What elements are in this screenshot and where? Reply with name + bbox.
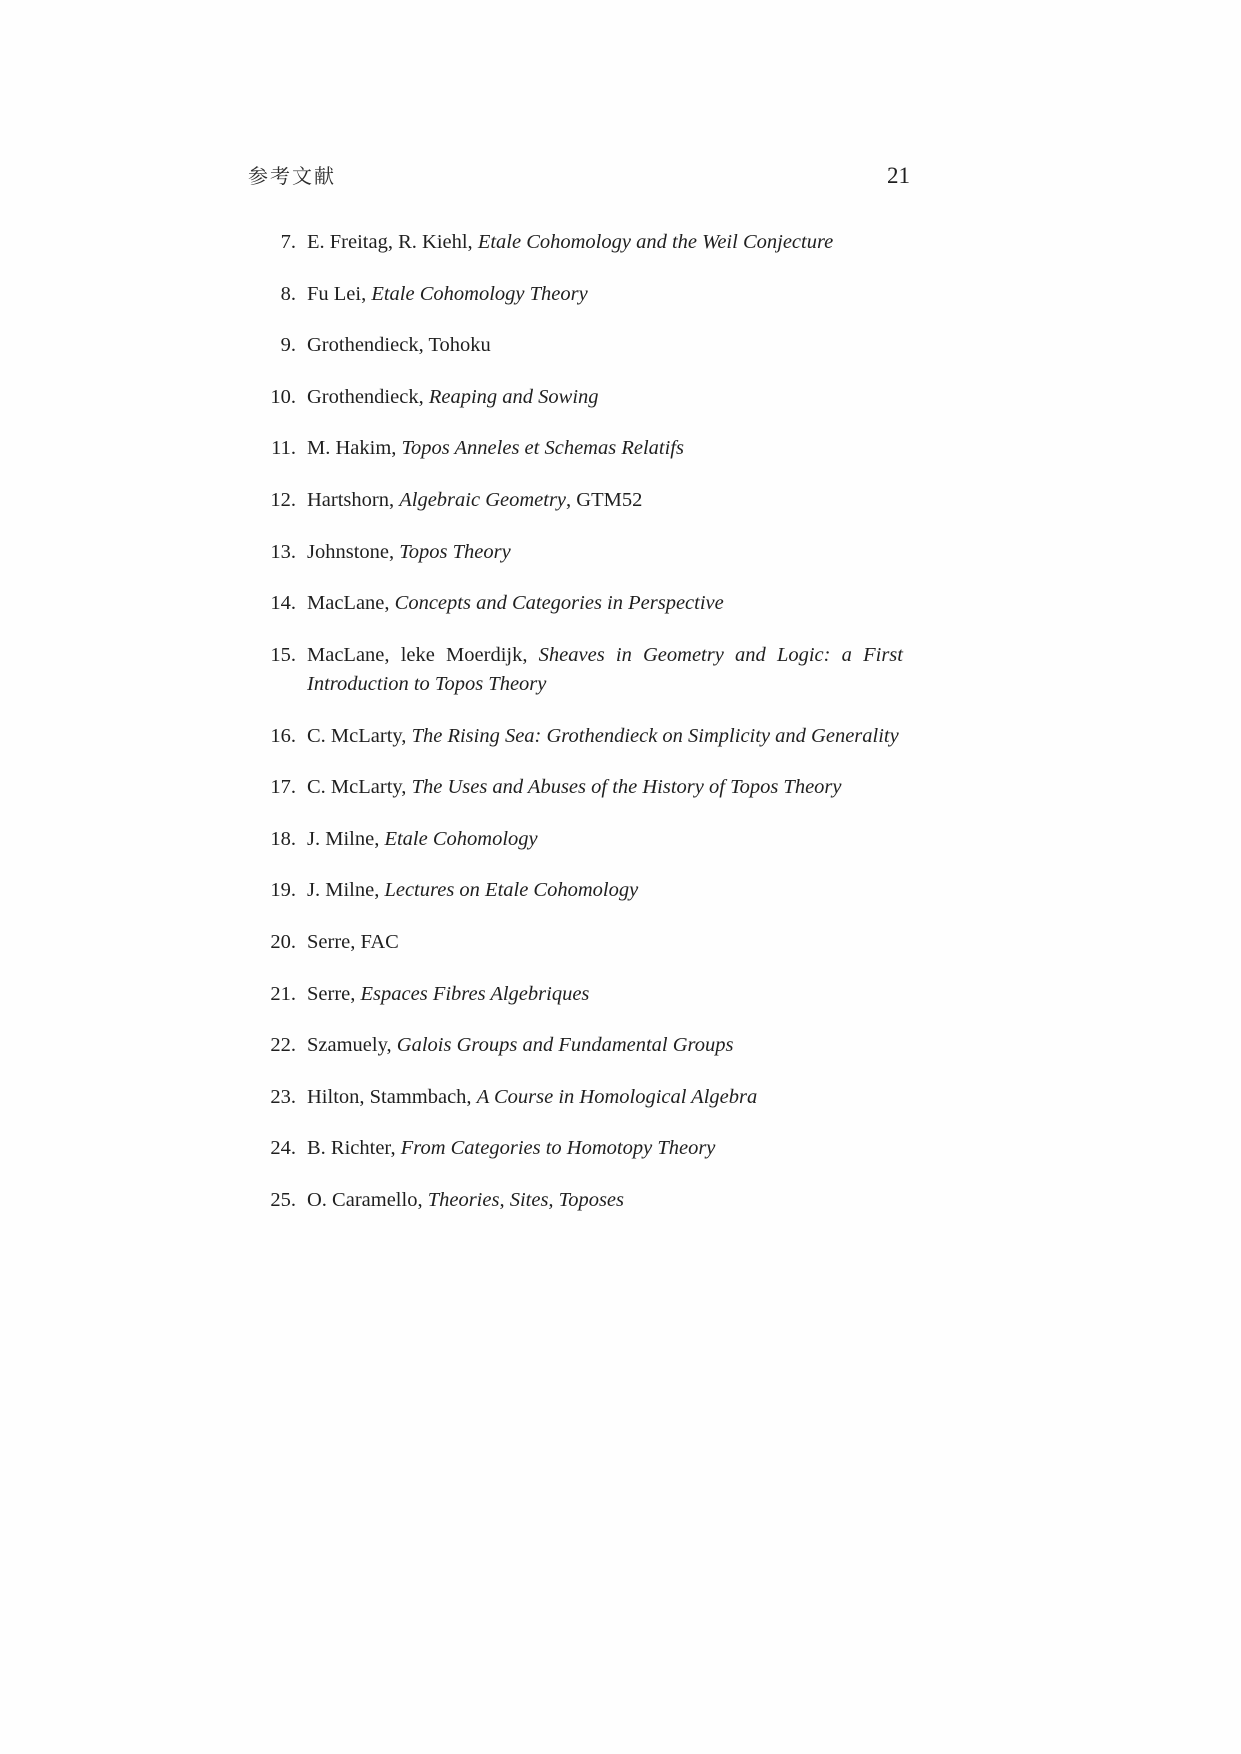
bibliography-entry-number: 20. — [270, 931, 296, 954]
bibliography-entry-text — [307, 825, 903, 854]
bibliography-entry — [258, 486, 903, 515]
bibliography-entry-suffix: , GTM52 — [566, 489, 643, 512]
bibliography-entry-author: Serre, — [307, 982, 361, 1005]
bibliography-entry-text — [307, 1134, 903, 1163]
bibliography-entry — [258, 1083, 903, 1112]
bibliography-entry-number: 15. — [270, 643, 296, 666]
bibliography-entry-title: Theories, Sites, Toposes — [427, 1189, 624, 1212]
bibliography-entry-title: Lectures on Etale Cohomology — [384, 879, 639, 902]
bibliography-entry — [258, 641, 903, 699]
bibliography-entry-author: B. Richter, — [307, 1137, 401, 1160]
bibliography-entry-title: Etale Cohomology and the Weil Conjecture — [477, 231, 834, 253]
bibliography-entry-number: 21. — [270, 982, 296, 1005]
bibliography-entry-text — [307, 589, 903, 618]
bibliography-entry-author: Johnstone, — [307, 540, 400, 563]
bibliography-entry-author: Hartshorn, — [307, 489, 400, 512]
bibliography-entry-number: 13. — [270, 540, 296, 563]
bibliography-entry-author: Serre, FAC — [307, 931, 399, 954]
bibliography-entry — [258, 228, 903, 257]
bibliography-entry — [258, 1134, 903, 1163]
bibliography-entry-number: 7. — [280, 231, 296, 253]
running-head — [248, 160, 910, 194]
bibliography-entry-text — [307, 383, 903, 412]
bibliography-entry-number: 16. — [270, 724, 296, 747]
bibliography-entry-title: From Categories to Homotopy Theory — [400, 1137, 716, 1160]
bibliography-entry-author: M. Hakim, — [307, 437, 402, 460]
bibliography-entry-number: 24. — [270, 1137, 296, 1160]
bibliography-entry-text — [307, 280, 903, 309]
bibliography-entry-author: C. McLarty, — [307, 776, 412, 799]
bibliography-entry — [258, 434, 903, 463]
bibliography-entry-text — [307, 980, 903, 1009]
bibliography-entry-author: Grothendieck, Tohoku — [307, 334, 491, 357]
bibliography-entry-text — [307, 538, 903, 567]
bibliography-entry-text — [307, 486, 903, 515]
bibliography-entry-text — [307, 876, 903, 905]
bibliography-entry-title: The Uses and Abuses of the History of Topos Theory — [411, 776, 842, 799]
bibliography-entry — [258, 331, 903, 360]
bibliography-entry-author: J. Milne, — [307, 827, 385, 850]
bibliography-entry-author: MacLane, — [307, 592, 395, 615]
bibliography-entry-title: Algebraic Geometry — [399, 489, 567, 512]
bibliography-entry — [258, 1031, 903, 1060]
bibliography-entry — [258, 980, 903, 1009]
bibliography-entry-number: 9. — [280, 334, 296, 357]
bibliography-entry-text — [307, 1031, 903, 1060]
bibliography-entry-number: 25. — [270, 1189, 296, 1212]
bibliography-entry-title: Etale Cohomology Theory — [371, 282, 588, 305]
bibliography-entry-author: O. Caramello, — [307, 1189, 428, 1212]
bibliography-entry-title: Sheaves in Geometry and Logic: a First Introduction to Topos Theory — [307, 643, 903, 695]
bibliography-entry-title: A Course in Homological Algebra — [476, 1085, 758, 1108]
bibliography-entry-number: 12. — [270, 489, 296, 512]
bibliography-entry — [258, 722, 903, 751]
bibliography-entry-title: Topos Theory — [399, 540, 511, 563]
bibliography-entry-number: 10. — [270, 385, 296, 408]
bibliography-entry-author: C. McLarty, — [307, 724, 412, 747]
bibliography-entry-title: Concepts and Categories in Perspective — [394, 592, 724, 615]
bibliography-entry-number: 23. — [270, 1085, 296, 1108]
bibliography-entry — [258, 589, 903, 618]
bibliography-entry-title: The Rising Sea: Grothendieck on Simplicity and Generality — [411, 724, 899, 747]
bibliography-entry-author: J. Milne, — [307, 879, 385, 902]
bibliography-entry-title: Etale Cohomology — [384, 827, 538, 850]
bibliography-entry — [258, 876, 903, 905]
bibliography-entry — [258, 280, 903, 309]
bibliography-entry-text — [307, 641, 903, 699]
bibliography-entry — [258, 1186, 903, 1215]
bibliography-entry — [258, 538, 903, 567]
bibliography-entry-text — [307, 722, 903, 751]
bibliography-list — [258, 228, 903, 1238]
bibliography-entry — [258, 825, 903, 854]
bibliography-entry-text — [307, 331, 903, 360]
bibliography-entry-author: Hilton, Stammbach, — [307, 1085, 477, 1108]
bibliography-entry-number: 17. — [270, 776, 296, 799]
bibliography-entry-text — [307, 1083, 903, 1112]
bibliography-entry-title: Reaping and Sowing — [428, 385, 599, 408]
bibliography-entry-number: 19. — [270, 879, 296, 902]
bibliography-entry-number: 8. — [280, 282, 296, 305]
bibliography-entry-text — [307, 928, 903, 957]
bibliography-entry-title: Galois Groups and Fundamental Groups — [396, 1034, 734, 1057]
bibliography-entry-author: Szamuely, — [307, 1034, 397, 1057]
bibliography-entry-text — [307, 1186, 903, 1215]
bibliography-entry-text — [307, 773, 903, 802]
bibliography-entry-number: 18. — [270, 827, 296, 850]
bibliography-entry-number: 22. — [270, 1034, 296, 1057]
bibliography-entry-text — [307, 434, 903, 463]
bibliography-entry — [258, 928, 903, 957]
bibliography-entry-author: Grothendieck, — [307, 385, 429, 408]
bibliography-entry-text — [307, 228, 903, 257]
bibliography-entry-number: 11. — [271, 437, 296, 460]
page-number: 21 — [887, 163, 910, 188]
bibliography-entry-title: Espaces Fibres Algebriques — [360, 982, 590, 1005]
running-head-title: 参考文献 — [248, 164, 336, 188]
bibliography-entry-number: 14. — [270, 592, 296, 615]
bibliography-entry-author: Fu Lei, — [307, 282, 372, 305]
bibliography-entry-title: Topos Anneles et Schemas Relatifs — [401, 437, 684, 460]
bibliography-entry — [258, 383, 903, 412]
bibliography-entry-author: MacLane, leke Moerdijk, — [307, 643, 539, 666]
bibliography-entry — [258, 773, 903, 802]
bibliography-entry-author: E. Freitag, R. Kiehl, — [307, 231, 478, 253]
